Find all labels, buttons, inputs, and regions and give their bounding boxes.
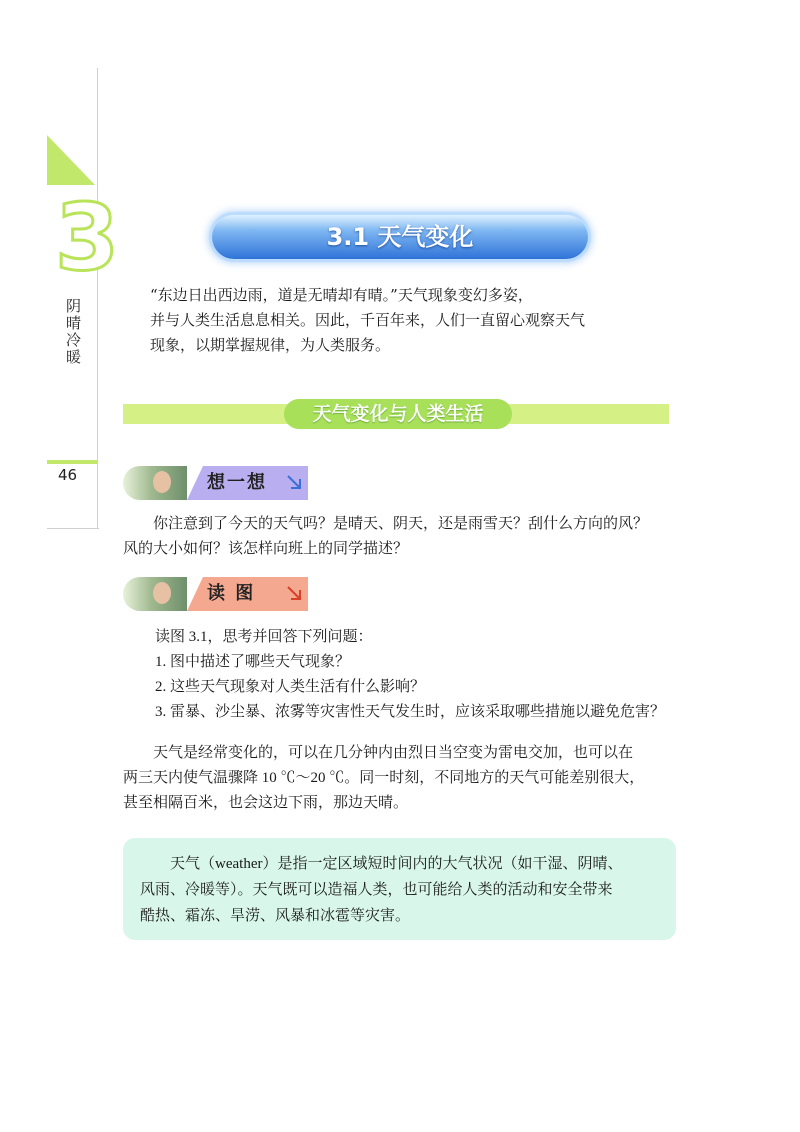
chapter-number: 3 bbox=[55, 184, 120, 291]
read-questions bbox=[123, 625, 665, 725]
think-activity-header bbox=[123, 466, 308, 500]
text-line: 你注意到了今天的天气吗？是晴天、阴天，还是雨雪天？刮什么方向的风？ bbox=[123, 516, 649, 532]
intro-line: 并与人类生活息息相关。因此，千百年来，人们一直留心观察天气 bbox=[150, 311, 586, 329]
chapter-corner-triangle bbox=[47, 135, 95, 185]
list-item: 1. 图中描述了哪些天气现象？ bbox=[155, 654, 351, 670]
corner-arrow-icon bbox=[286, 585, 302, 601]
text-line: 风的大小如何？该怎样向班上的同学描述？ bbox=[123, 541, 409, 557]
margin-rule bbox=[97, 68, 98, 528]
think-question bbox=[123, 512, 648, 562]
text-line: 酷热、霜冻、旱涝、风暴和冰雹等灾害。 bbox=[140, 908, 411, 924]
section-title-banner bbox=[212, 215, 588, 259]
intro-paragraph bbox=[150, 283, 650, 358]
text-line: 甚至相隔百米，也会这边下雨，那边天晴。 bbox=[123, 795, 409, 811]
intro-line: “东边日出西边雨，道是无晴却有晴。”天气现象变幻多姿， bbox=[150, 286, 533, 304]
list-item: 3. 雷暴、沙尘暴、浓雾等灾害性天气发生时，应该采取哪些措施以避免危害？ bbox=[155, 704, 666, 720]
student-photo bbox=[123, 466, 187, 500]
section-title: 3.1 天气变化 bbox=[326, 223, 474, 251]
page-number: 46 bbox=[58, 466, 78, 484]
definition-text bbox=[140, 851, 622, 929]
text-line: 风雨、冷暖等）。天气既可以造福人类，也可能给人类的活动和安全带来 bbox=[140, 882, 613, 898]
students-photo bbox=[123, 577, 187, 611]
chapter-title: 阴晴冷暖 bbox=[66, 297, 82, 366]
text-line: 读图 3.1，思考并回答下列问题： bbox=[155, 629, 373, 645]
text-line: 两三天内使气温骤降 10 ℃～20 ℃。同一时刻，不同地方的天气可能差别很大， bbox=[123, 770, 645, 786]
main-paragraph bbox=[123, 741, 644, 816]
text-line: 天气（weather）是指一定区域短时间内的大气状况（如干湿、阴晴、 bbox=[140, 856, 623, 872]
text-line: 天气是经常变化的，可以在几分钟内由烈日当空变为雷电交加，也可以在 bbox=[123, 745, 634, 761]
intro-line: 现象，以期掌握规律，为人类服务。 bbox=[150, 336, 391, 354]
corner-arrow-icon bbox=[286, 474, 302, 490]
read-activity-header bbox=[123, 577, 308, 611]
list-item: 2. 这些天气现象对人类生活有什么影响？ bbox=[155, 679, 426, 695]
topic-title: 天气变化与人类生活 bbox=[312, 403, 484, 425]
read-label: 读 图 bbox=[207, 583, 256, 604]
topic-title-pill bbox=[284, 399, 512, 429]
think-label: 想一想 bbox=[207, 472, 267, 493]
